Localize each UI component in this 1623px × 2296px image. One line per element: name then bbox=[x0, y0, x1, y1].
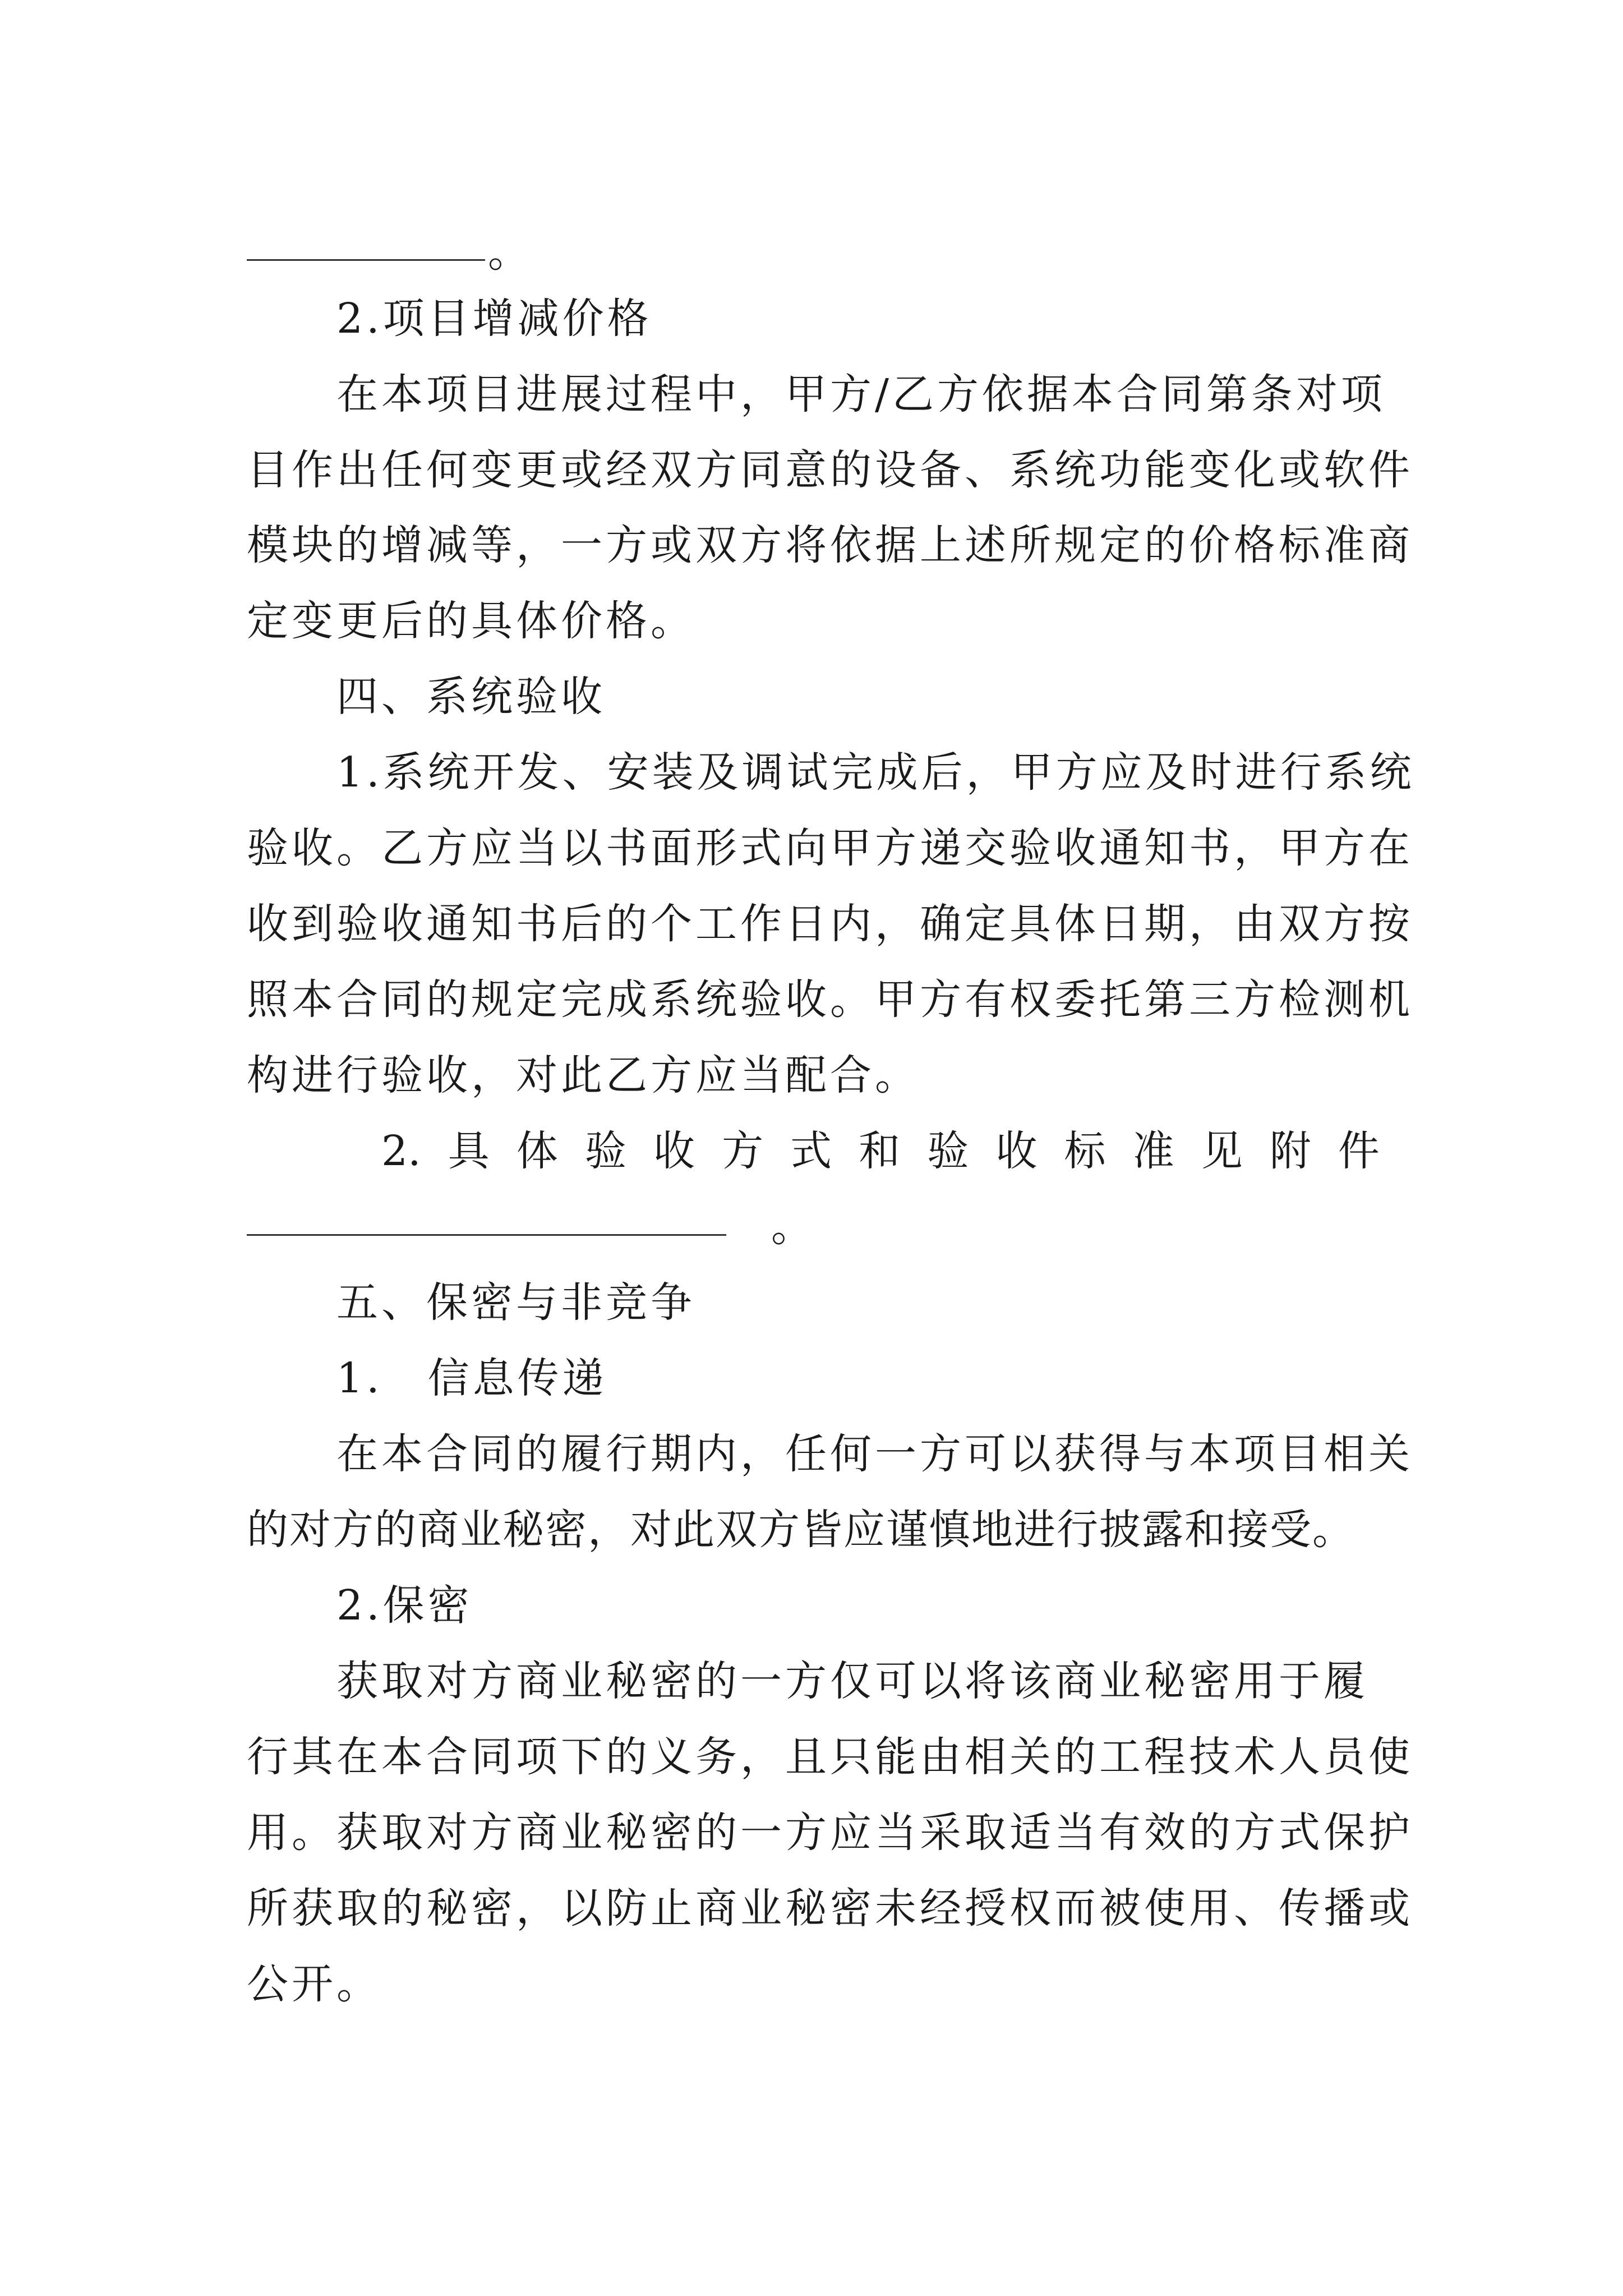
fill-in-blank-1 bbox=[247, 259, 485, 261]
paragraph-line-18: 的对方的商业秘密，对此双方皆应谨慎地进行披露和接受。 bbox=[247, 1506, 1355, 1554]
paragraph-line-3: 在本项目进展过程中，甲方/乙方依据本合同第条对项 bbox=[336, 370, 1386, 418]
spread-char: 体 bbox=[516, 1127, 558, 1175]
spread-char: 验 bbox=[584, 1127, 626, 1175]
spread-char: 标 bbox=[1064, 1127, 1106, 1175]
paragraph-line-9: 验收。乙方应当以书面形式向甲方递交验收通知书，甲方在 bbox=[247, 824, 1413, 872]
paragraph-line-6: 定变更后的具体价格。 bbox=[247, 597, 695, 645]
paragraph-line-12: 构进行验收，对此乙方应当配合。 bbox=[247, 1051, 920, 1099]
paragraph-line-11: 照本合同的规定完成系统验收。甲方有权委托第三方检测机 bbox=[247, 976, 1413, 1024]
section-heading-confidentiality: 五、保密与非竞争 bbox=[336, 1278, 695, 1327]
spread-char: 2. bbox=[381, 1127, 421, 1175]
heading-information-transfer: 1. 信息传递 bbox=[336, 1354, 607, 1402]
paragraph-line-17: 在本合同的履行期内，任何一方可以获得与本项目相关 bbox=[336, 1430, 1413, 1478]
spread-char: 和 bbox=[859, 1127, 901, 1175]
paragraph-line-5: 模块的增减等，一方或双方将依据上述所规定的价格标准商 bbox=[247, 521, 1413, 569]
spread-char: 具 bbox=[448, 1127, 490, 1175]
line-1-tail: 。 bbox=[488, 228, 529, 277]
section-heading-acceptance: 四、系统验收 bbox=[336, 673, 606, 721]
paragraph-line-21: 行其在本合同项下的义务，且只能由相关的工程技术人员使 bbox=[247, 1733, 1413, 1781]
spread-char: 附 bbox=[1269, 1127, 1311, 1175]
spread-char: 件 bbox=[1338, 1127, 1380, 1175]
paragraph-line-10: 收到验收通知书后的个工作日内，确定具体日期，由双方按 bbox=[247, 900, 1413, 948]
line-14-tail: 。 bbox=[771, 1203, 813, 1251]
paragraph-line-22: 用。获取对方商业秘密的一方应当采取适当有效的方式保护 bbox=[247, 1809, 1413, 1857]
spread-char: 收 bbox=[995, 1127, 1038, 1175]
heading-confidentiality: 2.保密 bbox=[336, 1581, 473, 1630]
spread-char: 方 bbox=[722, 1127, 764, 1175]
spread-char: 收 bbox=[653, 1127, 695, 1175]
paragraph-line-8: 1.系统开发、安装及调试完成后，甲方应及时进行系统 bbox=[336, 748, 1415, 797]
spread-char: 准 bbox=[1132, 1127, 1174, 1175]
paragraph-line-24: 公开。 bbox=[247, 1960, 381, 2008]
paragraph-line-13-spread bbox=[381, 1123, 1380, 1179]
spread-char: 见 bbox=[1201, 1127, 1243, 1175]
paragraph-line-4: 目作出任何变更或经双方同意的设备、系统功能变化或软件 bbox=[247, 446, 1413, 494]
paragraph-line-23: 所获取的秘密，以防止商业秘密未经授权而被使用、传播或 bbox=[247, 1884, 1413, 1932]
heading-price-adjustment: 2.项目增减价格 bbox=[336, 295, 652, 343]
spread-char: 验 bbox=[927, 1127, 969, 1175]
paragraph-line-20: 获取对方商业秘密的一方仅可以将该商业秘密用于履 bbox=[336, 1657, 1368, 1705]
spread-char: 式 bbox=[790, 1127, 832, 1175]
fill-in-blank-2 bbox=[247, 1234, 726, 1236]
